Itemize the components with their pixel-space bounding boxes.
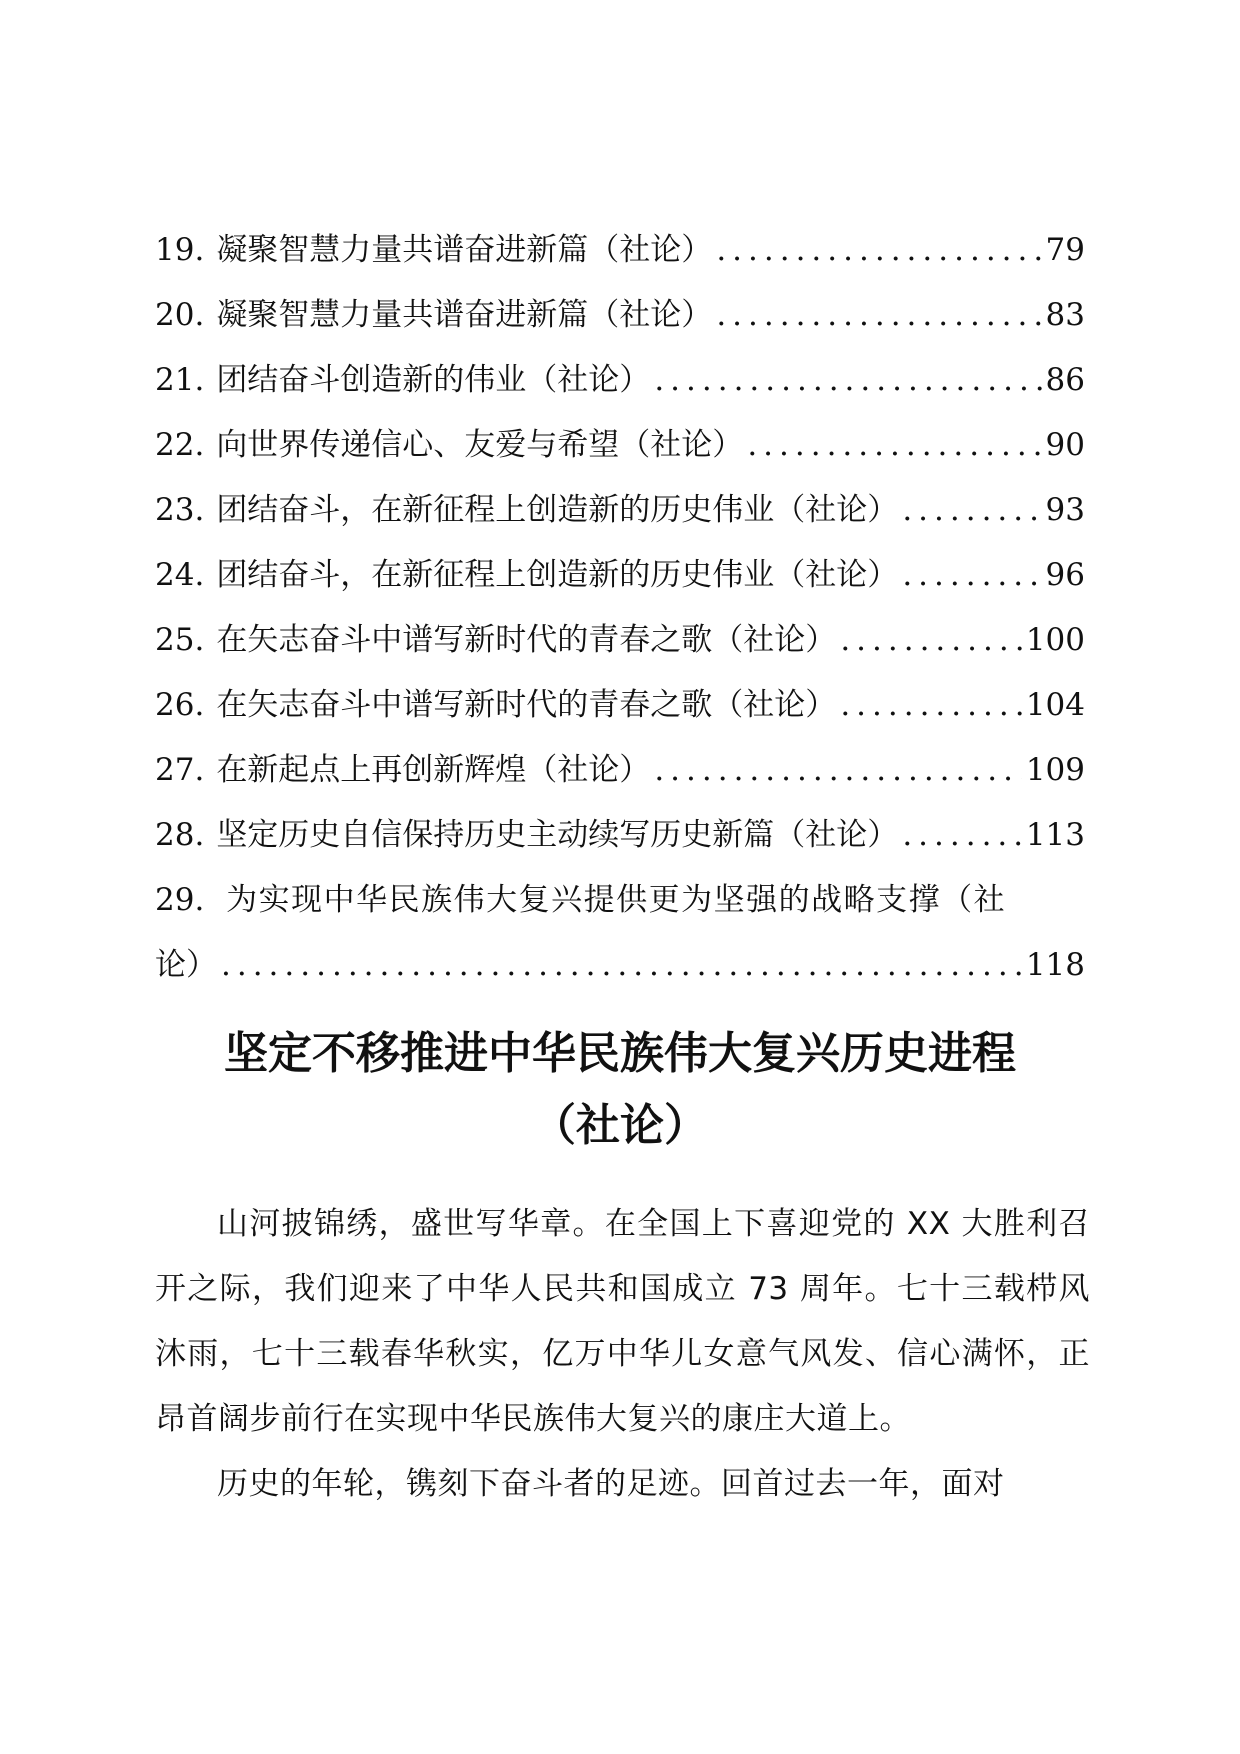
toc-entry-page: 118 xyxy=(1025,947,1085,983)
toc-entry-number: 23. xyxy=(155,492,205,528)
toc-entry-number: 27. xyxy=(155,752,205,788)
toc-entry[interactable] xyxy=(155,738,1085,803)
toc-leader-dots xyxy=(840,673,1022,738)
toc-entry-number: 21. xyxy=(155,362,205,398)
toc-leader-dots xyxy=(840,608,1022,673)
toc-leader-dots xyxy=(716,218,1041,283)
toc-entry-title: 凝聚智慧力量共谱奋进新篇（社论） xyxy=(216,297,713,333)
body-paragraph: 历史的年轮，镌刻下奋斗者的足迹。回首过去一年，面对 xyxy=(217,1466,1005,1502)
toc-entry-title: 向世界传递信心、友爱与希望（社论） xyxy=(216,427,744,463)
toc-leader-dots xyxy=(902,478,1041,543)
toc-leader-dots xyxy=(902,803,1022,868)
toc-entry-title: 在新起点上再创新辉煌（社论） xyxy=(216,752,651,788)
toc-entry-title: 坚定历史自信保持历史主动续写历史新篇（社论） xyxy=(216,817,899,853)
toc-entry-title: 团结奋斗创造新的伟业（社论） xyxy=(216,362,651,398)
toc-entry-page: 93 xyxy=(1045,492,1085,528)
toc-entry-title: 在矢志奋斗中谱写新时代的青春之歌（社论） xyxy=(216,687,837,723)
toc-entry[interactable] xyxy=(155,543,1085,608)
table-of-contents xyxy=(155,218,1085,998)
toc-entry-title-continued: 论） xyxy=(155,947,217,983)
toc-entry-page: 104 xyxy=(1025,687,1085,723)
toc-leader-dots xyxy=(654,738,1022,803)
toc-entry-page: 113 xyxy=(1025,817,1085,853)
toc-entry[interactable] xyxy=(155,218,1085,283)
toc-entry-page: 96 xyxy=(1045,557,1085,593)
toc-entry-number: 26. xyxy=(155,687,205,723)
toc-entry-page: 83 xyxy=(1045,297,1085,333)
toc-entry-title: 为实现中华民族伟大复兴提供更为坚强的战略支撑（社 xyxy=(226,882,1007,918)
toc-entry-title: 凝聚智慧力量共谱奋进新篇（社论） xyxy=(216,232,713,268)
toc-entry-number: 28. xyxy=(155,817,205,853)
toc-entry-line-1 xyxy=(155,868,1085,933)
toc-entry-page: 79 xyxy=(1045,232,1085,268)
toc-entry-page: 100 xyxy=(1025,622,1085,658)
toc-entry[interactable] xyxy=(155,673,1085,738)
toc-leader-dots xyxy=(654,348,1041,413)
toc-entry-title: 团结奋斗，在新征程上创造新的历史伟业（社论） xyxy=(216,492,899,528)
toc-entry[interactable] xyxy=(155,348,1085,413)
toc-leader-dots xyxy=(221,933,1022,998)
toc-entry-number: 29. xyxy=(155,882,205,918)
toc-leader-dots xyxy=(902,543,1041,608)
article-title xyxy=(140,1018,1100,1162)
toc-entry-title: 团结奋斗，在新征程上创造新的历史伟业（社论） xyxy=(216,557,899,593)
toc-entry-number: 24. xyxy=(155,557,205,593)
toc-entry[interactable] xyxy=(155,283,1085,348)
article-title-line-2: （社论） xyxy=(532,1100,708,1151)
toc-entry-number: 22. xyxy=(155,427,205,463)
toc-entry-page: 109 xyxy=(1025,752,1085,788)
toc-entry-number: 19. xyxy=(155,232,205,268)
body-paragraph: 山河披锦绣，盛世写华章。在全国上下喜迎党的 XX 大胜利召开之际，我们迎来了中华人民共和国成立 73 周年。七十三载栉风沐雨，七十三载春华秋实，亿万中华儿女意气风发、信心满怀，正昂首阔步前行在实现中华民族伟大复兴的康庄大道上。 xyxy=(155,1206,1090,1437)
toc-entry[interactable] xyxy=(155,478,1085,543)
toc-entry-page: 90 xyxy=(1045,427,1085,463)
toc-entry[interactable] xyxy=(155,608,1085,673)
toc-leader-dots xyxy=(716,283,1041,348)
toc-entry-wrapped[interactable] xyxy=(155,868,1085,998)
toc-entry-page: 86 xyxy=(1045,362,1085,398)
toc-entry[interactable] xyxy=(155,413,1085,478)
article-body xyxy=(155,1192,1090,1517)
article-title-line-1: 坚定不移推进中华民族伟大复兴历史进程 xyxy=(224,1028,1016,1079)
toc-entry-line-2 xyxy=(155,933,1085,998)
toc-leader-dots xyxy=(747,413,1041,478)
toc-entry[interactable] xyxy=(155,803,1085,868)
toc-entry-number: 25. xyxy=(155,622,205,658)
toc-entry-title: 在矢志奋斗中谱写新时代的青春之歌（社论） xyxy=(216,622,837,658)
toc-entry-number: 20. xyxy=(155,297,205,333)
